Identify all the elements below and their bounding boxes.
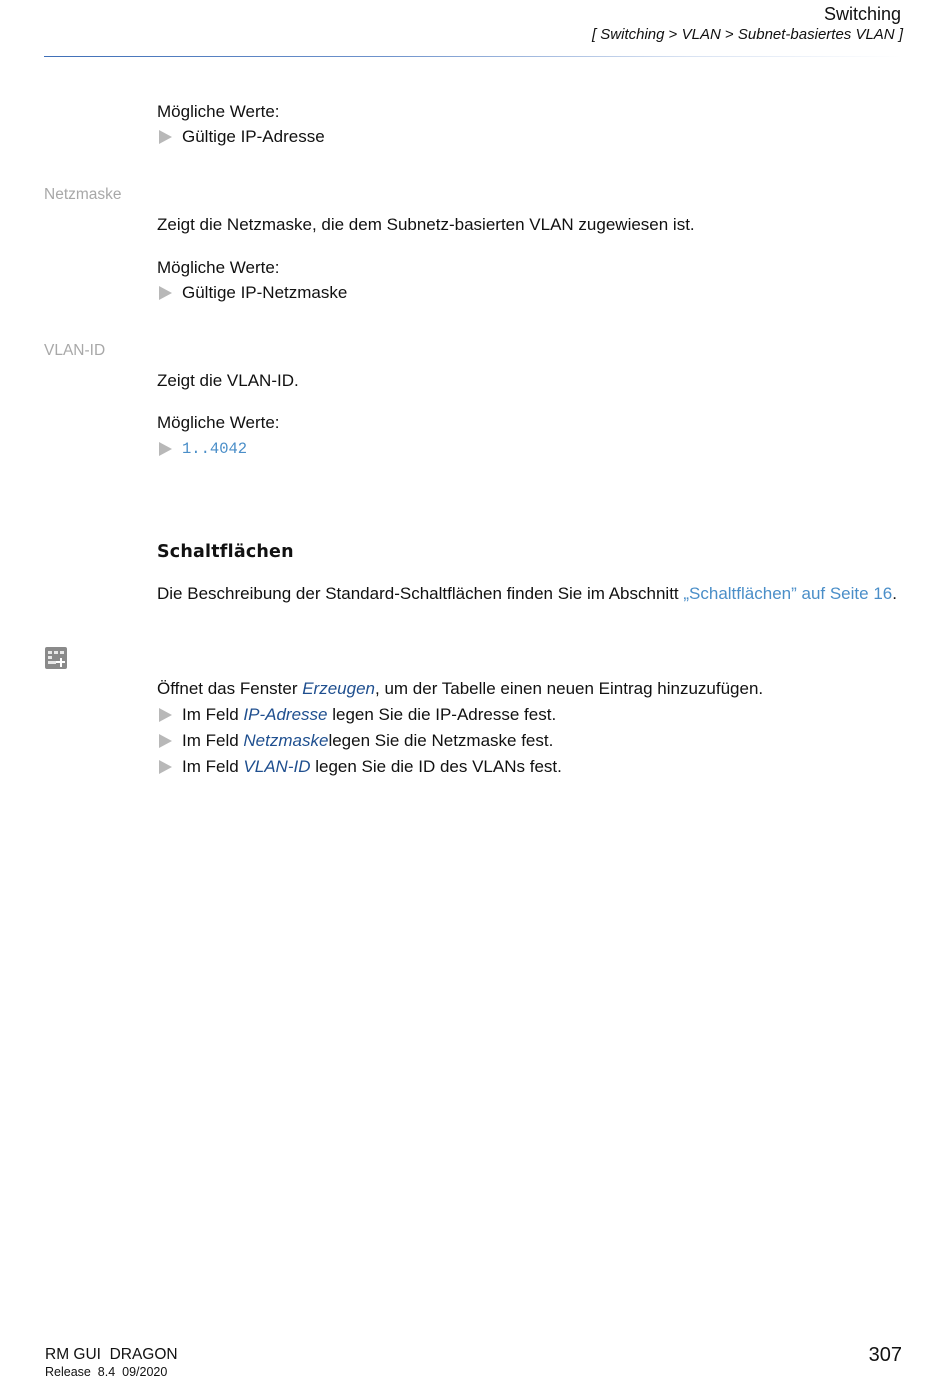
list-item (157, 283, 347, 303)
breadcrumb-item-vlan: VLAN (681, 26, 721, 43)
list-item-prefix: Im Feld (182, 757, 244, 776)
create-text-before: Öffnet das Fenster (157, 679, 303, 698)
section-heading: Schaltflächen (157, 542, 294, 562)
breadcrumb-separator: > (668, 26, 678, 43)
window-name-erzeugen: Erzeugen (302, 679, 375, 698)
page-number: 307 (868, 1344, 902, 1366)
breadcrumb (592, 26, 903, 43)
bullet-arrow-icon (159, 286, 172, 300)
bullet-arrow-icon (159, 760, 172, 774)
possible-values-label: Mögliche Werte: (157, 258, 280, 277)
breadcrumb-item-subnet-vlan: Subnet-basiertes VLAN (737, 26, 895, 43)
list-item-suffix: legen Sie die ID des VLANs fest. (310, 757, 562, 776)
bullet-arrow-icon (159, 130, 172, 144)
breadcrumb-separator: > (724, 26, 734, 43)
buttons-description (157, 584, 897, 604)
list-item (157, 127, 325, 147)
list-item (157, 439, 247, 459)
list-item-text (182, 757, 562, 777)
list-item (157, 705, 556, 725)
value-range: 1..4042 (182, 440, 248, 458)
list-item-prefix: Im Feld (182, 705, 244, 724)
create-text-after: , um der Tabelle einen neuen Eintrag hinzuzufügen. (375, 679, 764, 698)
buttons-description-end: . (892, 584, 897, 603)
add-table-row-icon (45, 647, 67, 669)
breadcrumb-open: [ (591, 26, 597, 43)
parameter-label-vlan-id: VLAN-ID (44, 342, 106, 359)
bullet-arrow-icon (159, 442, 172, 456)
list-item-suffix: legen Sie die Netzmaske fest. (328, 731, 554, 750)
parameter-description: Zeigt die Netzmaske, die dem Subnetz-basierten VLAN zugewiesen ist. (157, 215, 695, 234)
footer-document-name: RM GUI DRAGON (45, 1346, 178, 1363)
list-item-text (182, 731, 553, 751)
field-reference-netmask: Netzmaske (243, 731, 329, 750)
bullet-arrow-icon (159, 708, 172, 722)
page-reference-link[interactable]: „Schaltflächen” auf Seite 16 (683, 584, 893, 603)
possible-values-label: Mögliche Werte: (157, 413, 280, 432)
list-item-suffix: legen Sie die IP-Adresse fest. (327, 705, 557, 724)
possible-values-label: Mögliche Werte: (157, 102, 280, 121)
field-reference-ip-address: IP-Adresse (243, 705, 328, 724)
list-item (157, 757, 562, 777)
list-item (157, 731, 553, 751)
list-item-prefix: Im Feld (182, 731, 244, 750)
chapter-title: Switching (823, 4, 901, 24)
breadcrumb-item-switching: Switching (600, 26, 665, 43)
list-item-text: Gültige IP-Netzmaske (182, 283, 348, 302)
header-divider (44, 56, 902, 57)
breadcrumb-close: ] (898, 26, 903, 43)
footer-release: Release 8.4 09/2020 (45, 1365, 168, 1379)
list-item-text (182, 705, 556, 725)
parameter-description: Zeigt die VLAN-ID. (157, 371, 299, 390)
list-item-text: Gültige IP-Adresse (182, 127, 325, 146)
field-reference-vlan-id: VLAN-ID (243, 757, 311, 776)
create-button-description (157, 679, 763, 699)
bullet-arrow-icon (159, 734, 172, 748)
buttons-description-text: Die Beschreibung der Standard-Schaltflächen finden Sie im Abschnitt (157, 584, 684, 603)
parameter-label-netmask: Netzmaske (44, 186, 122, 203)
